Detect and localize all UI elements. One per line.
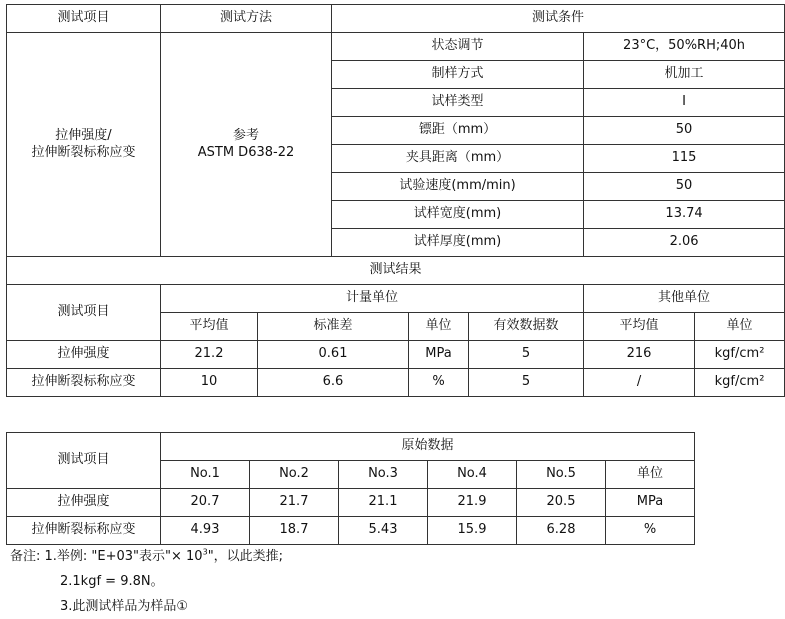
- results-row: [7, 341, 785, 369]
- condition-label: 试验速度(mm/min): [332, 173, 584, 201]
- results-other-average: /: [584, 369, 695, 397]
- method-line1: 参考: [233, 128, 260, 144]
- results-header-other-average: 平均值: [584, 313, 695, 341]
- results-header-valid-count: 有效数据数: [469, 313, 584, 341]
- results-other-unit: kgf/cm²: [695, 369, 785, 397]
- note-1-prefix: 备注: 1.举例: "E+03"表示"× 10: [10, 549, 203, 564]
- results-unit: MPa: [409, 341, 469, 369]
- test-method: [161, 33, 332, 257]
- method-line2: ASTM D638-22: [197, 144, 295, 160]
- results-valid-count: 5: [469, 341, 584, 369]
- raw-value: 21.1: [339, 489, 428, 517]
- condition-value: 2.06: [584, 229, 785, 257]
- results-average: 10: [161, 369, 258, 397]
- condition-value: 50: [584, 173, 785, 201]
- condition-value: 13.74: [584, 201, 785, 229]
- results-title: 测试结果: [7, 257, 785, 285]
- condition-value: 115: [584, 145, 785, 173]
- raw-header-group: 原始数据: [161, 433, 695, 461]
- raw-value: 18.7: [250, 517, 339, 545]
- header-test-method: 测试方法: [161, 5, 332, 33]
- raw-value: 20.7: [161, 489, 250, 517]
- results-header-other-unit: 单位: [695, 313, 785, 341]
- results-std: 6.6: [258, 369, 409, 397]
- results-row: [7, 369, 785, 397]
- results-header-item: 测试项目: [7, 285, 161, 341]
- raw-column-header: 单位: [606, 461, 695, 489]
- raw-value: 6.28: [517, 517, 606, 545]
- raw-column-header: No.1: [161, 461, 250, 489]
- raw-value: 20.5: [517, 489, 606, 517]
- item-name-line1: 拉伸强度/: [55, 128, 112, 144]
- condition-value: 50: [584, 117, 785, 145]
- note-1-superscript: 3: [202, 547, 208, 557]
- results-unit: %: [409, 369, 469, 397]
- raw-value: 21.9: [428, 489, 517, 517]
- results-header-unit: 单位: [409, 313, 469, 341]
- item-name-line2: 拉伸断裂标称应变: [31, 144, 136, 160]
- test-conditions-table: [6, 4, 785, 397]
- results-item: 拉伸断裂标称应变: [7, 369, 161, 397]
- results-valid-count: 5: [469, 369, 584, 397]
- condition-label: 夹具距离（mm）: [332, 145, 584, 173]
- condition-label: 试样宽度(mm): [332, 201, 584, 229]
- condition-label: 试样类型: [332, 89, 584, 117]
- condition-value: 机加工: [584, 61, 785, 89]
- header-test-item: 测试项目: [7, 5, 161, 33]
- results-header-std: 标准差: [258, 313, 409, 341]
- raw-header-item: 测试项目: [7, 433, 161, 489]
- raw-row: [7, 489, 695, 517]
- condition-label: 试样厚度(mm): [332, 229, 584, 257]
- note-line-2: 2.1kgf = 9.8N。: [60, 574, 164, 589]
- raw-unit: %: [606, 517, 695, 545]
- raw-column-header: No.5: [517, 461, 606, 489]
- results-std: 0.61: [258, 341, 409, 369]
- results-header-other-units: 其他单位: [584, 285, 785, 313]
- condition-label: 制样方式: [332, 61, 584, 89]
- raw-value: 21.7: [250, 489, 339, 517]
- results-average: 21.2: [161, 341, 258, 369]
- test-item-name: [7, 33, 161, 257]
- raw-value: 5.43: [339, 517, 428, 545]
- raw-item: 拉伸强度: [7, 489, 161, 517]
- condition-label: 状态调节: [332, 33, 584, 61]
- condition-value: I: [584, 89, 785, 117]
- raw-value: 15.9: [428, 517, 517, 545]
- raw-data-table: [6, 432, 695, 545]
- raw-value: 4.93: [161, 517, 250, 545]
- note-line-3: 3.此测试样品为样品①: [60, 599, 189, 614]
- results-header-average: 平均值: [161, 313, 258, 341]
- condition-value: 23°C，50%RH;40h: [584, 33, 785, 61]
- condition-label: 镖距（mm）: [332, 117, 584, 145]
- results-item: 拉伸强度: [7, 341, 161, 369]
- raw-row: [7, 517, 695, 545]
- raw-unit: MPa: [606, 489, 695, 517]
- raw-column-header: No.3: [339, 461, 428, 489]
- raw-column-header: No.4: [428, 461, 517, 489]
- results-other-unit: kgf/cm²: [695, 341, 785, 369]
- note-line-1: [10, 545, 283, 564]
- raw-item: 拉伸断裂标称应变: [7, 517, 161, 545]
- results-other-average: 216: [584, 341, 695, 369]
- raw-column-header: No.2: [250, 461, 339, 489]
- header-test-conditions: 测试条件: [332, 5, 785, 33]
- note-1-suffix: "，以此类推;: [207, 549, 284, 564]
- results-header-metric-units: 计量单位: [161, 285, 584, 313]
